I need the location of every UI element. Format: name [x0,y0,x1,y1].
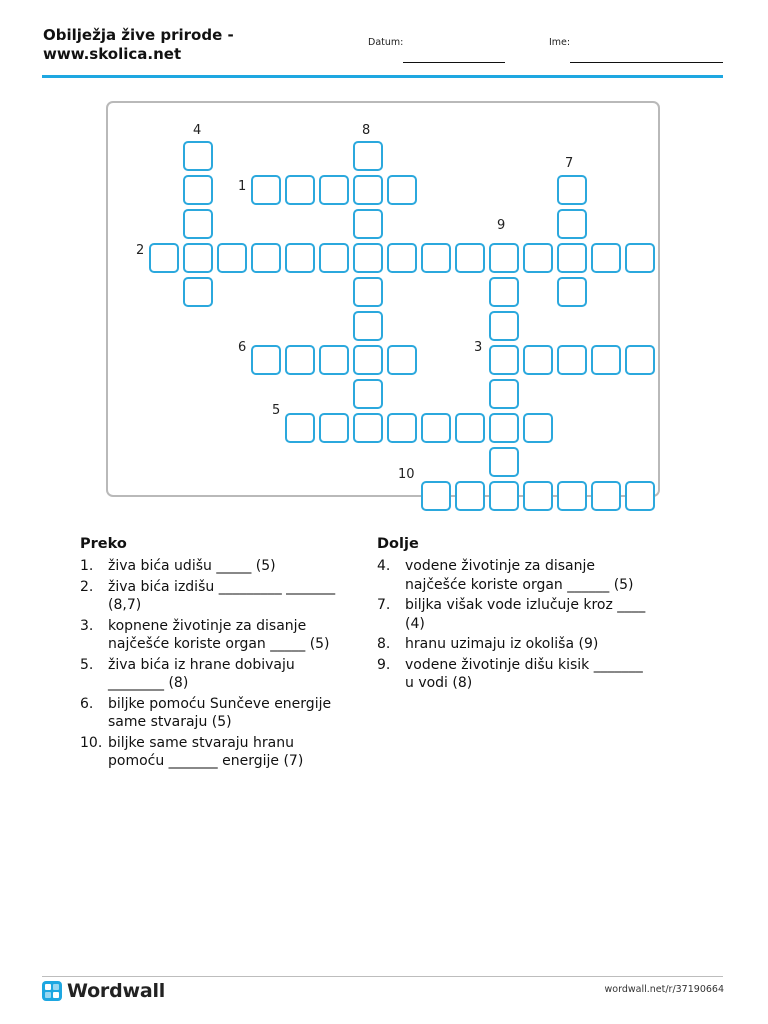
clue-text: vodene životinje za disanje najčešće koriste organ ______ (5) [405,558,634,593]
clue-text: živa bića iz hrane dobivaju ________ (8) [108,656,295,691]
crossword-cell[interactable] [319,345,349,375]
across-clue [80,557,350,576]
crossword-cell[interactable] [319,413,349,443]
crossword-cell[interactable] [591,481,621,511]
clue-number-6: 6 [238,340,247,355]
worksheet-title: Obilježja žive prirode - www.skolica.net [43,26,234,63]
brand-name: Wordwall [67,980,166,1002]
crossword-cell[interactable] [489,481,519,511]
crossword-cell[interactable] [421,243,451,273]
down-clue-list [377,557,647,695]
crossword-cell[interactable] [523,345,553,375]
crossword-cell[interactable] [251,243,281,273]
wordwall-logo[interactable] [42,980,165,1002]
clue-number-4: 4 [193,123,202,138]
clue-number: 3. [80,617,94,634]
crossword-cell[interactable] [353,209,383,239]
crossword-cell[interactable] [421,481,451,511]
crossword-cell[interactable] [251,175,281,205]
clue-text: biljke same stvaraju hranu pomoću _______ energije (7) [108,734,304,769]
crossword-cell[interactable] [557,277,587,307]
clue-number-9: 9 [497,218,506,233]
crossword-cell[interactable] [489,413,519,443]
crossword-cell[interactable] [285,413,315,443]
clue-text: živa bića udišu _____ (5) [108,558,276,574]
clue-number-1: 1 [238,179,247,194]
crossword-cell[interactable] [353,379,383,409]
clue-number-10: 10 [398,467,415,482]
clue-text: kopnene životinje za disanje najčešće koriste organ _____ (5) [108,617,330,652]
crossword-cell[interactable] [557,209,587,239]
crossword-cell[interactable] [557,243,587,273]
across-clue [80,656,350,693]
crossword-cell[interactable] [625,481,655,511]
crossword-cell[interactable] [489,311,519,341]
crossword-cell[interactable] [557,175,587,205]
crossword-cell[interactable] [251,345,281,375]
crossword-cell[interactable] [557,345,587,375]
clue-text: živa bića izdišu _________ _______ (8,7) [108,578,336,613]
crossword-cell[interactable] [387,175,417,205]
down-heading: Dolje [377,536,419,552]
header-divider [42,75,723,78]
crossword-cell[interactable] [489,447,519,477]
crossword-cell[interactable] [523,413,553,443]
clue-number: 4. [377,558,391,574]
crossword-cell[interactable] [625,243,655,273]
crossword-cell[interactable] [183,175,213,205]
crossword-cell[interactable] [387,243,417,273]
clue-number-7: 7 [565,156,574,171]
crossword-cell[interactable] [591,345,621,375]
date-field-line[interactable] [403,62,505,63]
crossword-cell[interactable] [387,413,417,443]
down-clue [377,656,647,693]
down-clue [377,635,647,654]
across-clue [80,695,350,732]
crossword-cell[interactable] [625,345,655,375]
clue-number: 5. [80,656,94,673]
clue-number-5: 5 [272,403,281,418]
clue-text: hranu uzimaju iz okoliša (9) [405,636,599,652]
clue-text: biljka višak vode izlučuje kroz ____ (4) [405,597,646,632]
clue-number: 10. [80,734,103,751]
clue-number: 9. [377,656,391,673]
down-clue [377,557,647,594]
crossword-cell[interactable] [217,243,247,273]
down-clue [377,596,647,633]
footer-divider [42,976,723,977]
crossword-cell[interactable] [353,141,383,171]
clue-number: 6. [80,695,94,712]
crossword-cell[interactable] [523,481,553,511]
clue-number: 7. [377,597,391,613]
across-clue [80,617,350,654]
date-label: Datum: [368,37,404,48]
crossword-cell[interactable] [557,481,587,511]
crossword-cell[interactable] [183,243,213,273]
crossword-cell[interactable] [353,345,383,375]
crossword-cell[interactable] [285,345,315,375]
clue-text: biljke pomoću Sunčeve energije same stvaraju (5) [108,695,332,730]
clue-number: 2. [80,578,94,595]
crossword-cell[interactable] [523,243,553,273]
crossword-cell[interactable] [183,209,213,239]
crossword-cell[interactable] [455,243,485,273]
crossword-cell[interactable] [489,345,519,375]
crossword-cell[interactable] [455,481,485,511]
crossword-cell[interactable] [591,243,621,273]
crossword-cell[interactable] [285,175,315,205]
name-field-line[interactable] [570,62,723,63]
crossword-cell[interactable] [353,277,383,307]
clue-number-2: 2 [136,243,145,258]
crossword-cell[interactable] [353,311,383,341]
crossword-cell[interactable] [455,413,485,443]
crossword-cell[interactable] [183,277,213,307]
crossword-cell[interactable] [319,175,349,205]
crossword-cell[interactable] [421,413,451,443]
crossword-cell[interactable] [353,413,383,443]
across-clue [80,734,350,771]
crossword-cell[interactable] [285,243,315,273]
name-label: Ime: [549,37,571,48]
clue-text: vodene životinje dišu kisik _______ u vodi (8) [405,656,643,691]
clue-number-8: 8 [362,123,371,138]
clue-number: 1. [80,558,94,574]
crossword-cell[interactable] [353,175,383,205]
clue-number-3: 3 [474,340,483,355]
crossword-cell[interactable] [489,243,519,273]
crossword-cell[interactable] [387,345,417,375]
across-heading: Preko [80,536,127,552]
footer-url[interactable]: wordwall.net/r/37190664 [604,984,724,995]
crossword-cell[interactable] [489,379,519,409]
across-clue [80,578,350,615]
crossword-cell[interactable] [489,277,519,307]
crossword-cell[interactable] [149,243,179,273]
clue-number: 8. [377,636,391,652]
crossword-cell[interactable] [353,243,383,273]
across-clue-list [80,557,350,773]
crossword-cell[interactable] [183,141,213,171]
wordwall-logo-icon [42,981,62,1001]
crossword-cell[interactable] [319,243,349,273]
